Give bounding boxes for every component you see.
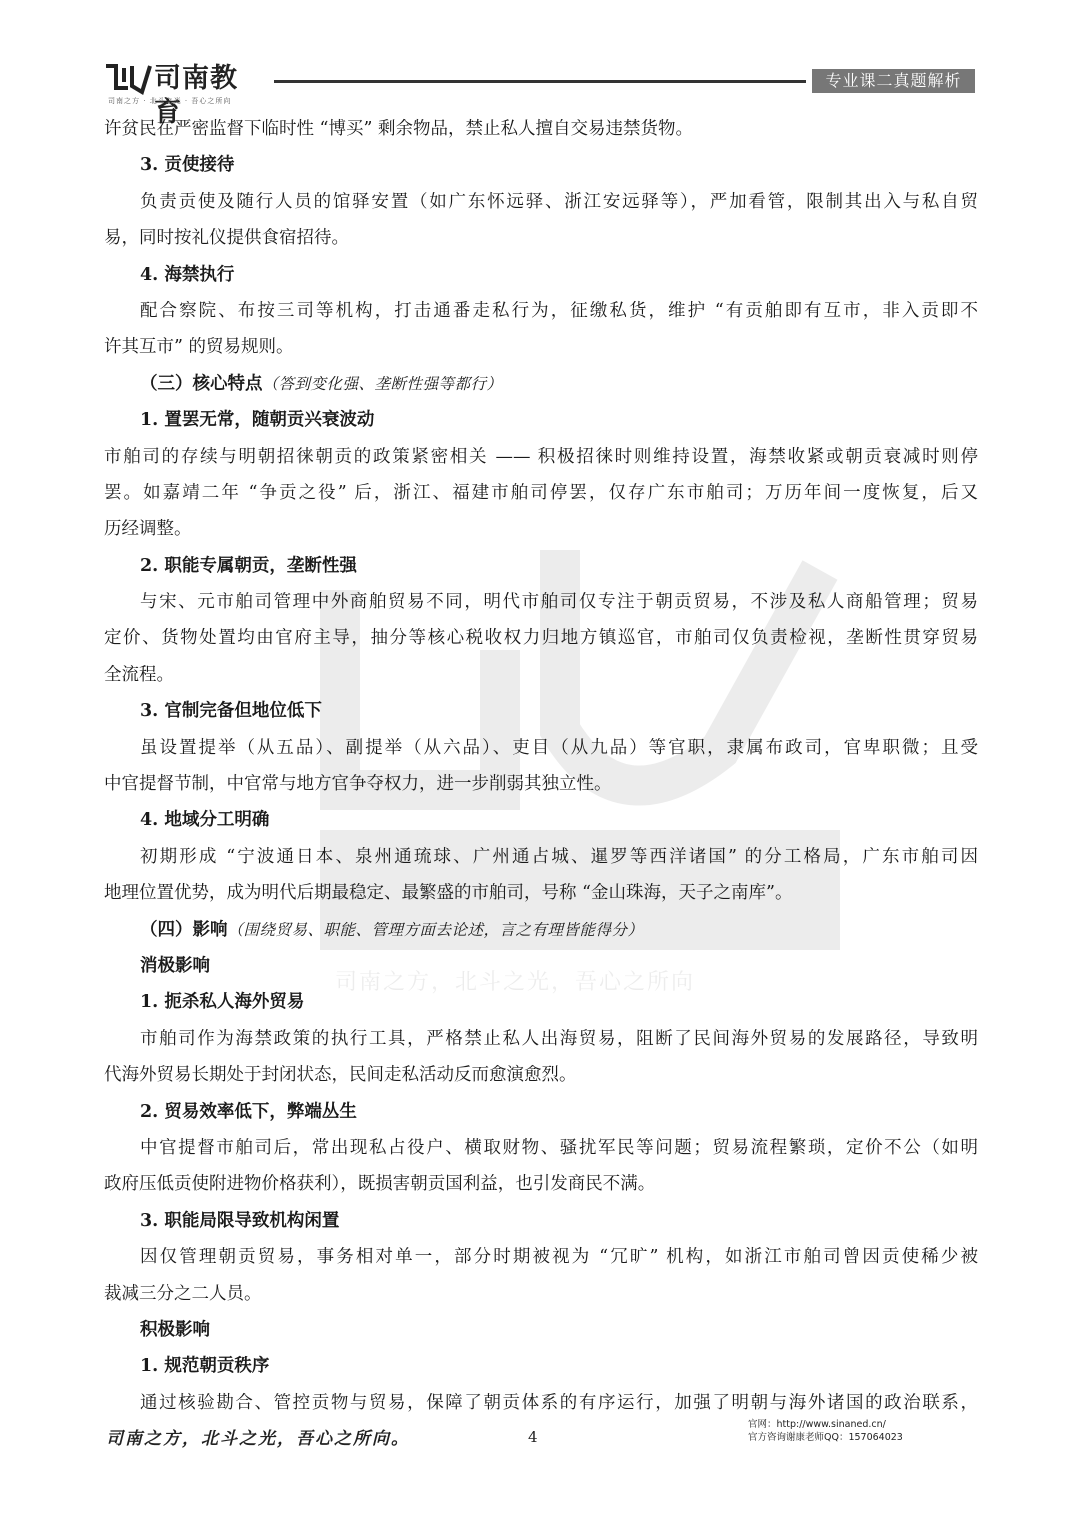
paragraph-line: 全流程。 [104, 664, 174, 685]
footer-qq: 官方咨询谢康老师QQ：157064023 [748, 1432, 903, 1443]
paragraph-line: 许其互市” 的贸易规则。 [104, 337, 294, 358]
paragraph-line: 罢。如嘉靖二年 “争贡之役” 后，浙江、福建市舶司停罢，仅存广东市舶司；万历年间一度恢复，后又 [104, 482, 978, 503]
section-heading: 1. 规范朝贡秩序 [140, 1356, 270, 1377]
paragraph-line: 通过核验勘合、管控贡物与贸易，保障了朝贡体系的有序运行，加强了明朝与海外诸国的政治联系， [140, 1392, 978, 1413]
document-body [104, 111, 978, 1421]
section-heading: 2. 贸易效率低下，弊端丛生 [140, 1101, 357, 1122]
heading-note: （围绕贸易、职能、管理方面去论述，言之有理皆能得分） [227, 920, 644, 939]
paragraph-line: 虽设置提举（从五品）、副提举（从六品）、吏目（从九品）等官职，隶属布政司，官卑职微；且受 [140, 737, 978, 758]
section-heading: 4. 海禁执行 [140, 264, 235, 285]
section-heading: 3. 职能局限导致机构闲置 [140, 1210, 340, 1231]
paragraph-line: 市舶司作为海禁政策的执行工具，严格禁止私人出海贸易，阻断了民间海外贸易的发展路径，导致明 [140, 1028, 978, 1049]
paragraph-line: 历经调整。 [104, 519, 192, 540]
brand-logo [104, 62, 264, 128]
footer-slogan: 司南之方，北斗之光，吾心之所向。 [106, 1429, 410, 1449]
section-heading: 1. 置罢无常，随朝贡兴衰波动 [140, 410, 375, 431]
section-heading: （三）核心特点（答到变化强、垄断性强等都行） [140, 373, 503, 394]
section-heading: （四）影响（围绕贸易、职能、管理方面去论述，言之有理皆能得分） [140, 919, 644, 940]
page-header [0, 0, 1080, 128]
section-heading: 3. 贡使接待 [140, 155, 235, 176]
paragraph-line: 负责贡使及随行人员的馆驿安置（如广东怀远驿、浙江安远驿等），严加看管，限制其出入与私自贸 [140, 191, 978, 212]
header-divider [274, 80, 806, 83]
paragraph-line: 裁减三分之二人员。 [104, 1283, 262, 1304]
logo-mark-icon [104, 62, 154, 96]
logo-subtitle: 司南之方 · 北斗之光 · 吾心之所向 [108, 97, 232, 105]
page-number: 4 [528, 1428, 538, 1446]
heading-note: （答到变化强、垄断性强等都行） [262, 374, 503, 393]
paragraph-line: 配合察院、布按三司等机构，打击通番走私行为，征缴私货，维护 “有贡舶即有互市，非入贡即不 [140, 300, 978, 321]
paragraph-line: 代海外贸易长期处于封闭状态，民间走私活动反而愈演愈烈。 [104, 1065, 577, 1086]
paragraph-line: 地理位置优势，成为明代后期最稳定、最繁盛的市舶司，号称 “金山珠海，天子之南库”。 [104, 883, 793, 904]
paragraph-line: 易，同时按礼仪提供食宿招待。 [104, 228, 349, 249]
paragraph-line: 初期形成 “宁波通日本、泉州通琉球、广州通占城、暹罗等西洋诸国” 的分工格局，广东市舶司因 [140, 846, 978, 867]
paragraph-line: 中官提督节制，中官常与地方官争夺权力，进一步削弱其独立性。 [104, 774, 612, 795]
paragraph-line: 市舶司的存续与明朝招徕朝贡的政策紧密相关 —— 积极招徕时则维持设置，海禁收紧或朝贡衰减时则停 [104, 446, 978, 467]
paragraph-line: 政府压低贡使附进物价格获利），既损害朝贡国利益，也引发商民不满。 [104, 1174, 656, 1195]
section-heading: 3. 官制完备但地位低下 [140, 701, 322, 722]
paragraph-line: 因仅管理朝贡贸易，事务相对单一，部分时期被视为 “冗旷” 机构，如浙江市舶司曾因贡使稀少被 [140, 1247, 978, 1268]
paragraph-line: 与宋、元市舶司管理中外商舶贸易不同，明代市舶司仅专注于朝贡贸易，不涉及私人商船管理；贸易 [140, 592, 978, 613]
header-tag: 专业课二真题解析 [812, 69, 975, 93]
logo-text: 司南教育 [154, 63, 238, 128]
section-heading: 2. 职能专属朝贡，垄断性强 [140, 555, 357, 576]
section-heading: 4. 地域分工明确 [140, 810, 270, 831]
paragraph-line: 许贫民在严密监督下临时性 “博买” 剩余物品，禁止私人擅自交易违禁货物。 [104, 119, 694, 139]
watermark-slogan: 司南之方，北斗之光，吾心之所向 [335, 970, 696, 995]
paragraph-line: 中官提督市舶司后，常出现私占役户、横取财物、骚扰军民等问题；贸易流程繁琐，定价不公（如明 [140, 1137, 978, 1158]
footer-contact [748, 1418, 903, 1444]
section-heading: 1. 扼杀私人海外贸易 [140, 992, 305, 1013]
section-heading: 消极影响 [140, 955, 210, 976]
footer-website: 官网：http://www.sinaned.cn/ [748, 1419, 886, 1430]
paragraph-line: 定价、货物处置均由官府主导，抽分等核心税收权力归地方镇巡官，市舶司仅负责检视，垄断性贯穿贸易 [104, 628, 978, 649]
section-heading: 积极影响 [140, 1319, 210, 1340]
